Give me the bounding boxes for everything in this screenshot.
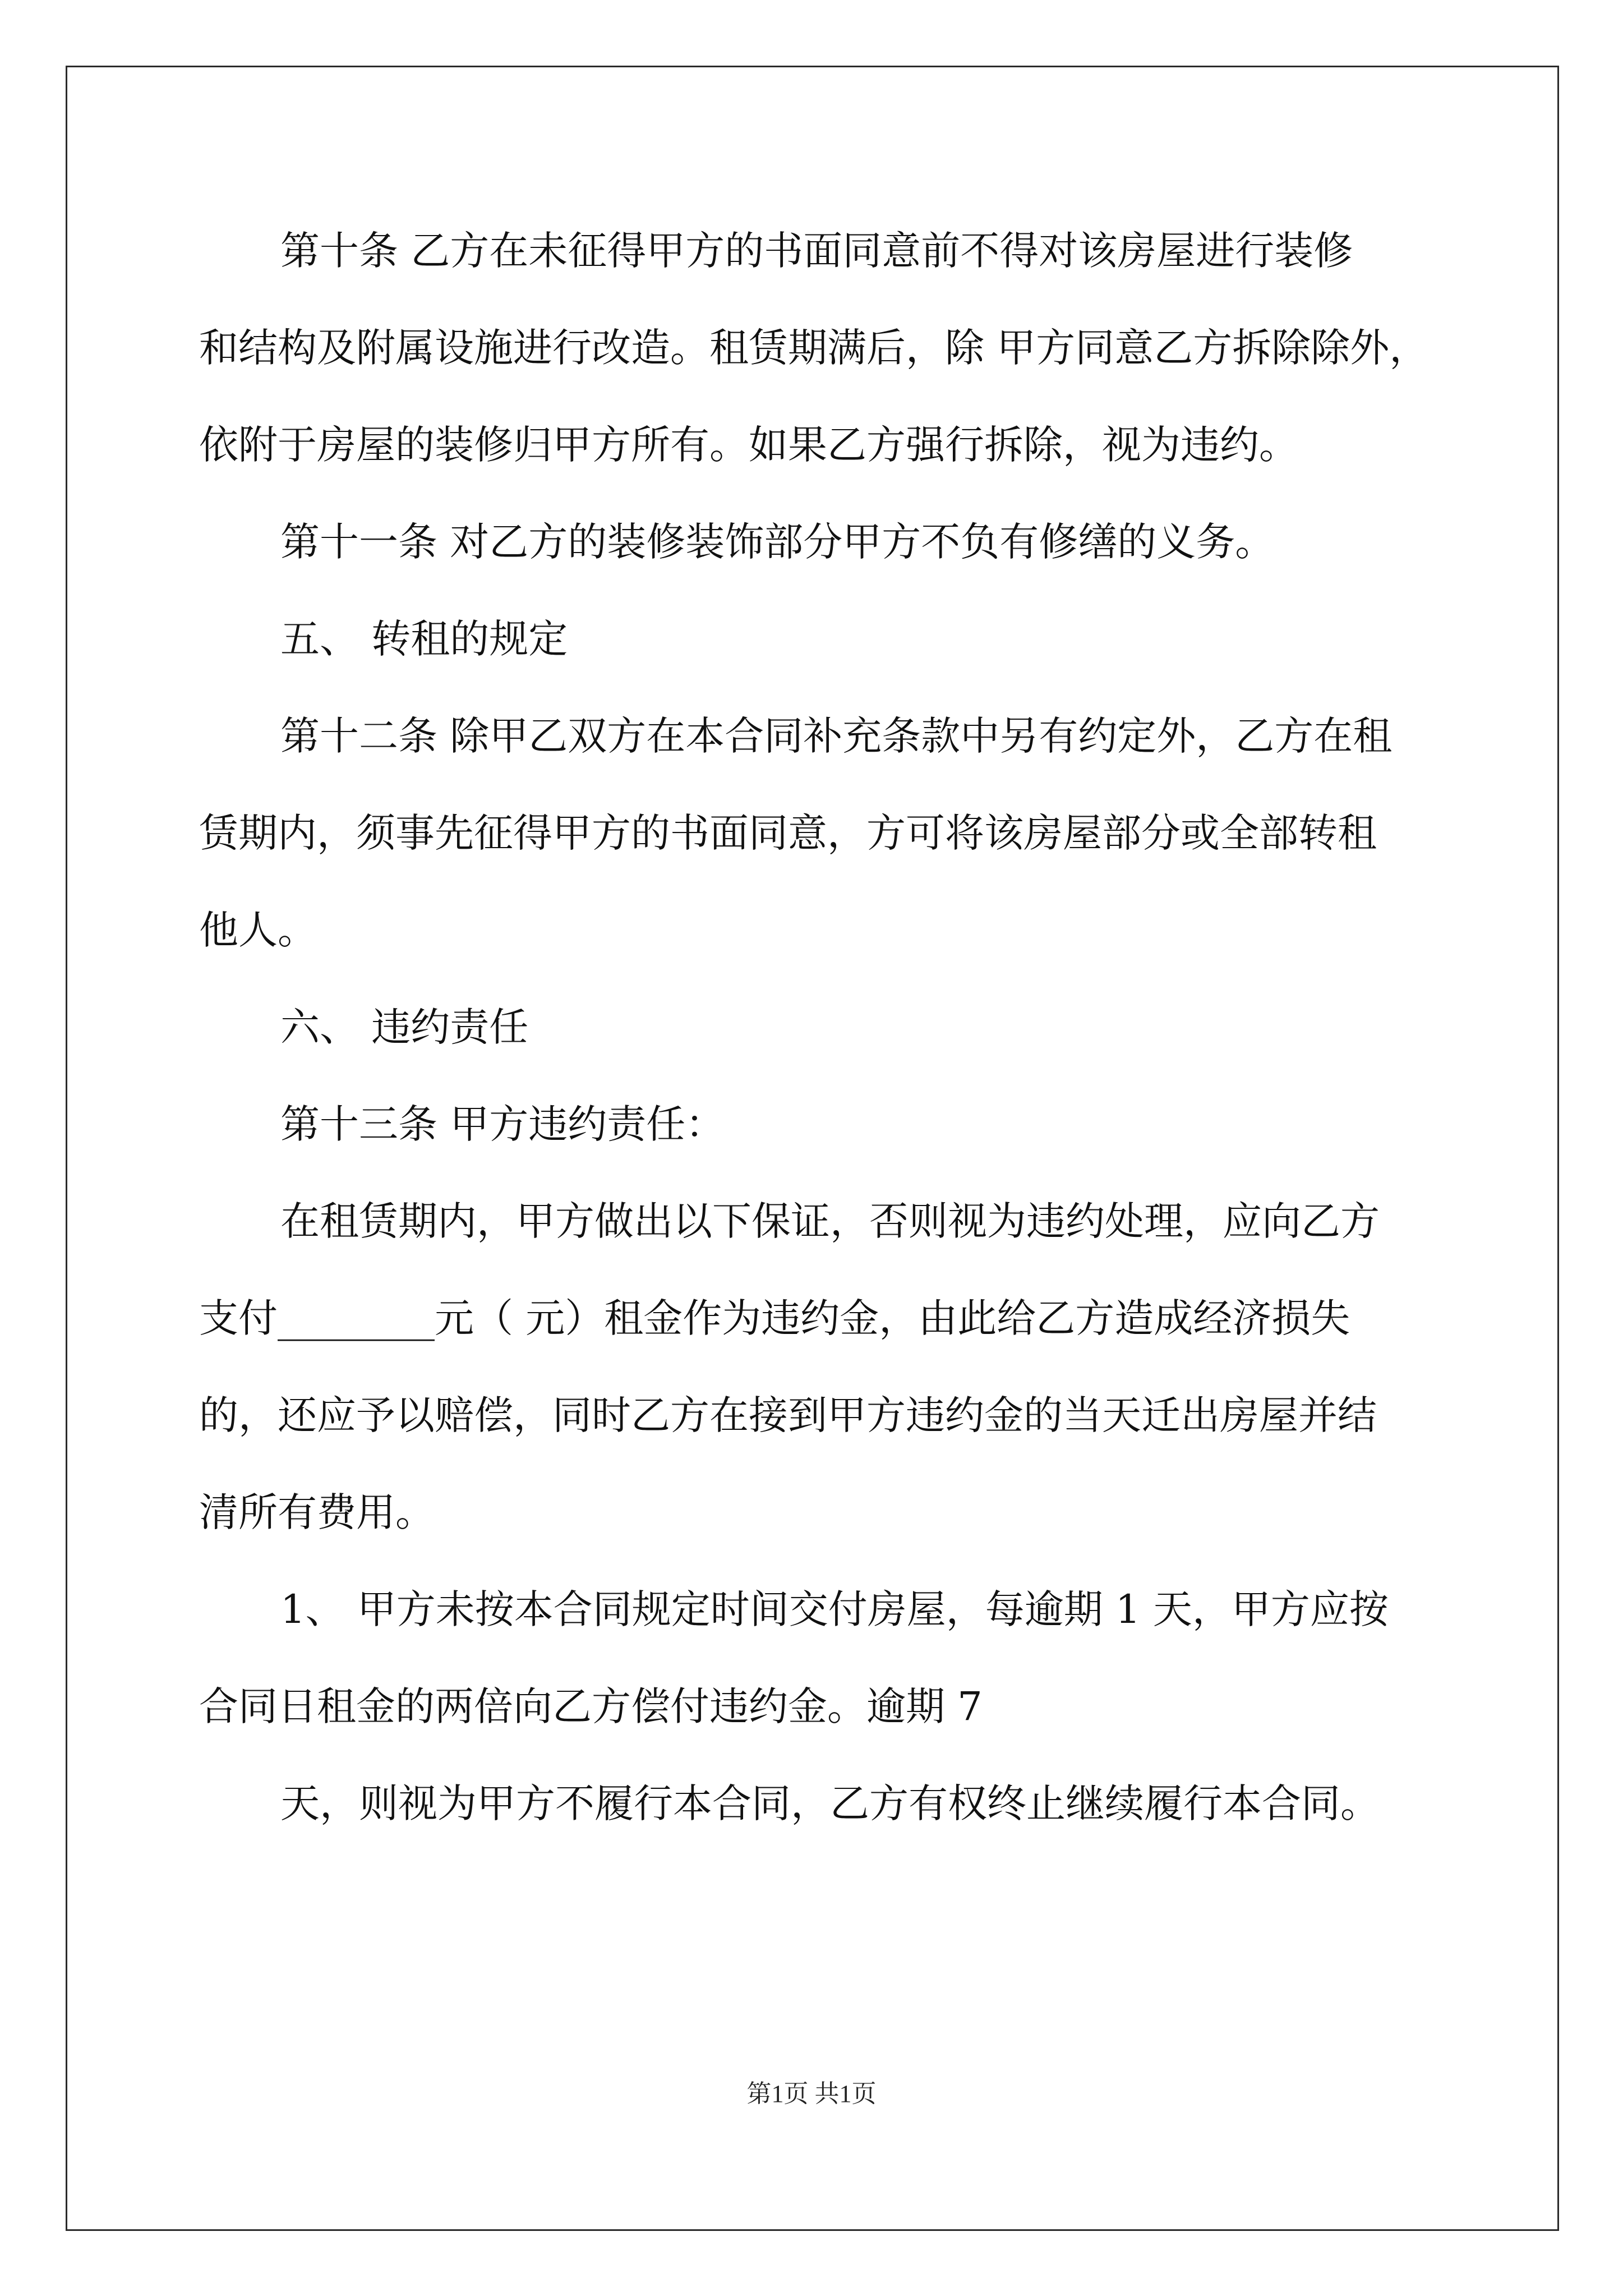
text-line: 的，还应予以赔偿，同时乙方在接到甲方违约金的当天迁出房屋并结 [199, 1392, 1377, 1438]
text-line: 第十一条 对乙方的装修装饰部分甲方不负有修缮的义务。 [280, 519, 1275, 565]
text-line: 天，则视为甲方不履行本合同，乙方有权终止继续履行本合同。 [280, 1780, 1380, 1826]
text-line: 和结构及附属设施进行改造。租赁期满后，除 甲方同意乙方拆除除外， [199, 325, 1429, 371]
text-line: 他人。 [199, 907, 317, 953]
text-line: 清所有费用。 [199, 1489, 435, 1535]
text-line: 在租赁期内，甲方做出以下保证，否则视为违约处理，应向乙方 [280, 1198, 1380, 1244]
text-line: 第十条 乙方在未征得甲方的书面同意前不得对该房屋进行装修 [280, 228, 1353, 274]
text-line: 支付________元（ 元）租金作为违约金，由此给乙方造成经济损失 [199, 1295, 1350, 1341]
text-line: 第十二条 除甲乙双方在本合同补充条款中另有约定外，乙方在租 [280, 713, 1393, 759]
text-line: 合同日租金的两倍向乙方偿付违约金。逾期 7 [199, 1683, 983, 1729]
text-line: 赁期内，须事先征得甲方的书面同意，方可将该房屋部分或全部转租 [199, 810, 1377, 856]
text-line: 1、 甲方未按本合同规定时间交付房屋，每逾期 1 天，甲方应按 [280, 1586, 1389, 1632]
text-line: 依附于房屋的装修归甲方所有。如果乙方强行拆除，视为违约。 [199, 422, 1298, 468]
section-heading: 五、 转租的规定 [280, 616, 568, 662]
section-heading: 六、 违约责任 [280, 1004, 529, 1050]
page-number-footer: 第1页 共1页 [746, 2080, 877, 2108]
text-line: 第十三条 甲方违约责任： [280, 1101, 725, 1147]
